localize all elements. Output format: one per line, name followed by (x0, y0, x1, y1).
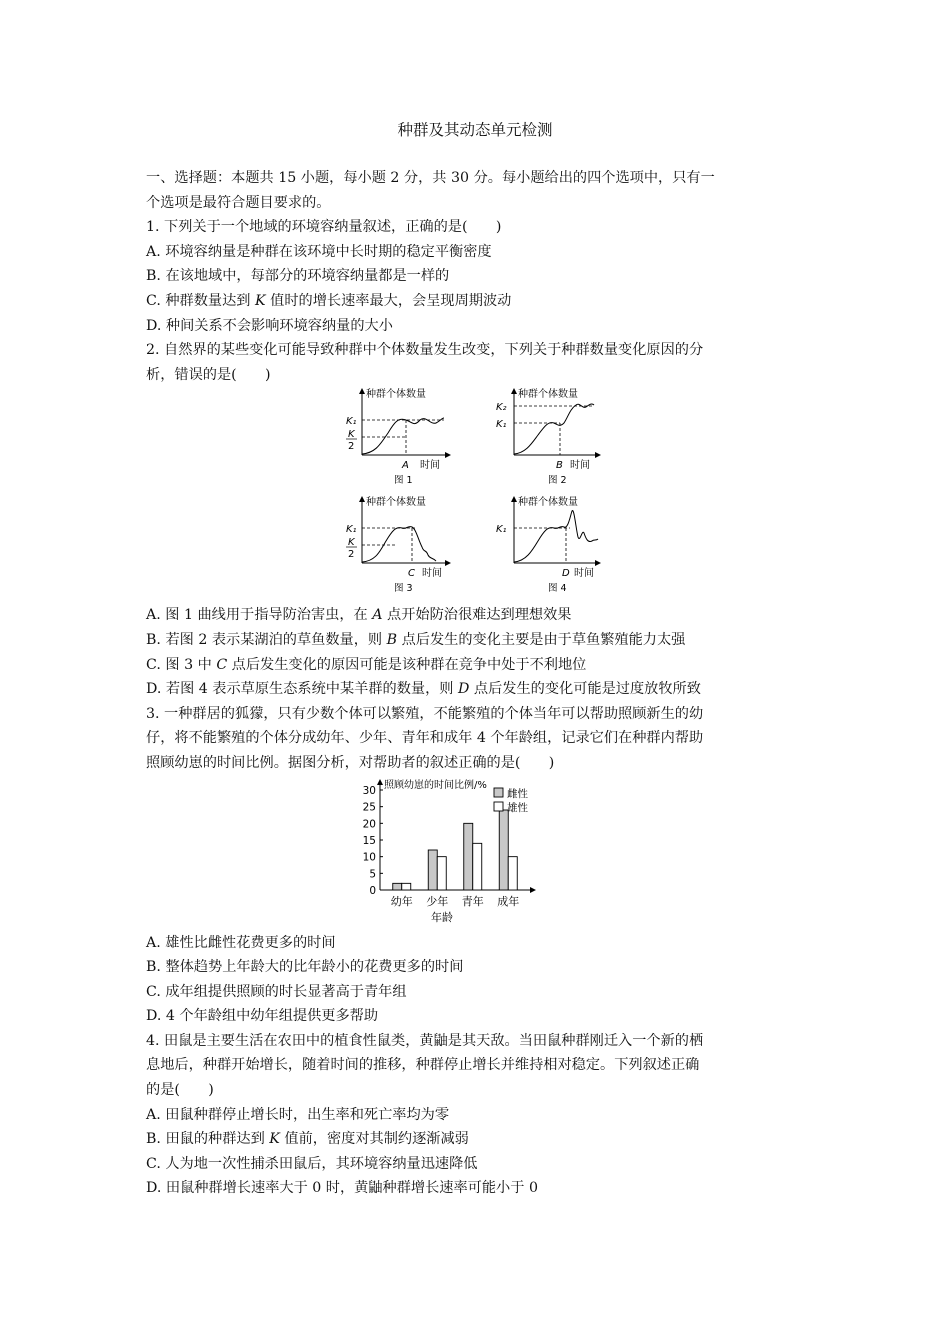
q3-bar-chart (346, 776, 576, 928)
q3-stem-line-1: 3. 一种群居的狐獴，只有少数个体可以繁殖，不能繁殖的个体当年可以帮助照顾新生的幼 (146, 705, 704, 722)
q2-stem-line-2: 析，错误的是( ) (146, 366, 271, 383)
x-axis-label: 年龄 (431, 910, 453, 924)
y-axis-arrow (377, 779, 383, 785)
q1-option-c-k: K (255, 292, 266, 309)
q2-option-a-pre: A. 图 1 曲线用于指导防治害虫，在 (146, 607, 373, 624)
q2-figure-row-1 (146, 387, 806, 495)
k1-label: K₁ (496, 419, 507, 431)
y-tick-label: 20 (362, 817, 376, 830)
y-tick-label: 25 (362, 801, 376, 814)
y-axis-arrow (511, 388, 517, 394)
bar-female (428, 850, 437, 890)
x-axis-label: 时间 (420, 460, 440, 472)
q2-option-a (146, 603, 806, 628)
q2-option-d-point: D (458, 681, 470, 698)
x-axis-arrow (445, 560, 451, 566)
bar-male (402, 883, 411, 890)
x-tick-label: 成年 (497, 894, 520, 908)
point-a-label: A (402, 460, 409, 472)
q2-option-b (146, 628, 806, 653)
y-axis-label: 种群个体数量 (518, 389, 578, 401)
q4-option-b-pre: B. 田鼠的种群达到 (146, 1131, 270, 1148)
bar-male (508, 856, 517, 889)
q2-option-c (146, 653, 806, 678)
half-label: 2 (348, 441, 355, 453)
legend-label-female: 雌性 (507, 787, 528, 800)
q2-stem-line-1: 2. 自然界的某些变化可能导致种群中个体数量发生改变，下列关于种群数量变化原因的分 (146, 342, 704, 359)
q2-option-a-point: A (372, 607, 383, 624)
population-curve (362, 418, 444, 454)
y-axis-label: 种群个体数量 (366, 389, 426, 401)
q2-option-a-post: 点开始防治很难达到理想效果 (382, 607, 572, 624)
y-axis-arrow (511, 496, 517, 502)
section-intro-line-2: 个选项是最符合题目要求的。 (146, 194, 331, 211)
bar-female (464, 823, 473, 890)
x-tick-label: 幼年 (390, 894, 413, 908)
population-curve (514, 404, 594, 454)
y-tick-label: 10 (362, 851, 376, 864)
q4-option-b-post: 值前，密度对其制约逐渐减弱 (279, 1131, 469, 1148)
figure-caption: 图 3 (394, 583, 413, 595)
k-label: K (348, 537, 355, 549)
q3-option-c: C. 成年组提供照顾的时长显著高于青年组 (146, 983, 407, 1000)
q2-graph-3 (336, 495, 456, 599)
y-axis-label: 种群个体数量 (366, 497, 426, 509)
q2-option-d (146, 677, 806, 702)
y-tick-label: 30 (362, 784, 376, 797)
bar-male (437, 856, 446, 889)
q4-option-a: A. 田鼠种群停止增长时，出生率和死亡率均为零 (146, 1106, 450, 1123)
q4-stem-line-2: 息地后，种群开始增长，随着时间的推移，种群停止增长并维持相对稳定。下列叙述正确 (146, 1057, 700, 1074)
q1-option-a: A. 环境容纳量是种群在该环境中长时期的稳定平衡密度 (146, 243, 492, 260)
y-tick-label: 0 (369, 884, 376, 897)
q4-option-c: C. 人为地一次性捕杀田鼠后，其环境容纳量迅速降低 (146, 1155, 478, 1172)
section-intro-line-1: 一、选择题：本题共 15 小题，每小题 2 分，共 30 分。每小题给出的四个选项中，只有一 (146, 170, 715, 186)
q1-stem: 1. 下列关于一个地域的环境容纳量叙述，正确的是( ) (146, 219, 502, 236)
q3-option-a: A. 雄性比雌性花费更多的时间 (146, 934, 336, 951)
y-axis-arrow (359, 388, 365, 394)
k1-label: K₁ (346, 524, 357, 536)
x-tick-label: 青年 (461, 894, 484, 908)
population-curve (514, 511, 598, 562)
figure-caption: 图 4 (548, 583, 567, 595)
q2-figure-row-2 (146, 495, 806, 603)
k1-label: K₁ (346, 416, 357, 428)
x-axis-arrow (595, 452, 601, 458)
q4-option-d: D. 田鼠种群增长速率大于 0 时，黄鼬种群增长速率可能小于 0 (146, 1180, 538, 1197)
q2-option-d-pre: D. 若图 4 表示草原生态系统中某羊群的数量，则 (146, 681, 459, 698)
k2-label: K₂ (496, 402, 507, 414)
y-tick-label: 5 (369, 867, 376, 880)
q3-figure (146, 776, 806, 931)
q2-option-c-point: C (216, 656, 228, 673)
q4-stem-line-1: 4. 田鼠是主要生活在农田中的植食性鼠类，黄鼬是其天敌。当田鼠种群刚迁入一个新的栖 (146, 1032, 704, 1049)
q1-option-c-post: 值时的增长速率最大，会呈现周期波动 (265, 292, 512, 309)
q2-graph-1 (336, 387, 456, 491)
chart-title: 照顾幼崽的时间比例/% (384, 779, 487, 791)
x-axis-label: 时间 (570, 460, 590, 472)
q3-option-d: D. 4 个年龄组中幼年组提供更多帮助 (146, 1008, 379, 1025)
q2-option-d-post: 点后发生的变化可能是过度放牧所致 (469, 681, 701, 698)
q2-option-b-pre: B. 若图 2 表示某湖泊的草鱼数量，则 (146, 631, 387, 648)
q2-graph-4 (490, 495, 610, 599)
q2-option-c-post: 点后发生变化的原因可能是该种群在竞争中处于不利地位 (227, 656, 587, 673)
figure-caption: 图 2 (548, 475, 567, 487)
legend-label-male: 雄性 (507, 801, 528, 814)
x-axis-arrow (595, 560, 601, 566)
question-content (146, 166, 806, 1201)
q2-option-c-pre: C. 图 3 中 (146, 656, 217, 673)
q2-option-b-post: 点后发生的变化主要是由于草鱼繁殖能力太强 (397, 631, 686, 648)
point-c-label: C (408, 568, 415, 580)
y-axis-arrow (359, 496, 365, 502)
q1-option-d: D. 种间关系不会影响环境容纳量的大小 (146, 317, 393, 334)
half-label: 2 (348, 549, 355, 561)
point-b-label: B (556, 460, 563, 472)
bar-female (393, 883, 402, 890)
y-tick-label: 15 (362, 834, 376, 847)
point-d-label: D (562, 568, 570, 580)
x-axis-arrow (530, 887, 536, 893)
q3-stem-line-2: 仔，将不能繁殖的个体分成幼年、少年、青年和成年 4 个年龄组，记录它们在种群内帮助 (146, 730, 704, 747)
x-axis-label: 时间 (574, 568, 594, 580)
q2-option-b-point: B (386, 631, 398, 648)
k1-label: K₁ (496, 524, 507, 536)
q4-option-b-k: K (269, 1131, 280, 1148)
q1-option-b: B. 在该地域中，每部分的环境容纳量都是一样的 (146, 268, 450, 285)
q4-stem-line-3: 的是( ) (146, 1082, 214, 1099)
population-curve (362, 527, 436, 562)
y-axis-label: 种群个体数量 (518, 497, 578, 509)
q3-option-b: B. 整体趋势上年龄大的比年龄小的花费更多的时间 (146, 959, 464, 976)
bar-chart-layer (363, 778, 536, 924)
page-title: 种群及其动态单元检测 (397, 121, 553, 139)
k-label: K (348, 429, 355, 441)
q4-option-b (146, 1127, 806, 1152)
figure-caption: 图 1 (394, 475, 413, 487)
legend-swatch-male (494, 802, 503, 811)
x-axis-arrow (445, 452, 451, 458)
q2-graph-2 (490, 387, 610, 491)
x-axis-label: 时间 (422, 568, 442, 580)
x-tick-label: 少年 (426, 894, 449, 908)
legend-swatch-female (494, 788, 503, 797)
q3-stem-line-3: 照顾幼崽的时间比例。据图分析，对帮助者的叙述正确的是( ) (146, 754, 555, 771)
q1-option-c (146, 289, 806, 314)
bar-female (499, 810, 508, 890)
q1-option-c-pre: C. 种群数量达到 (146, 292, 256, 309)
bar-male (473, 843, 482, 890)
